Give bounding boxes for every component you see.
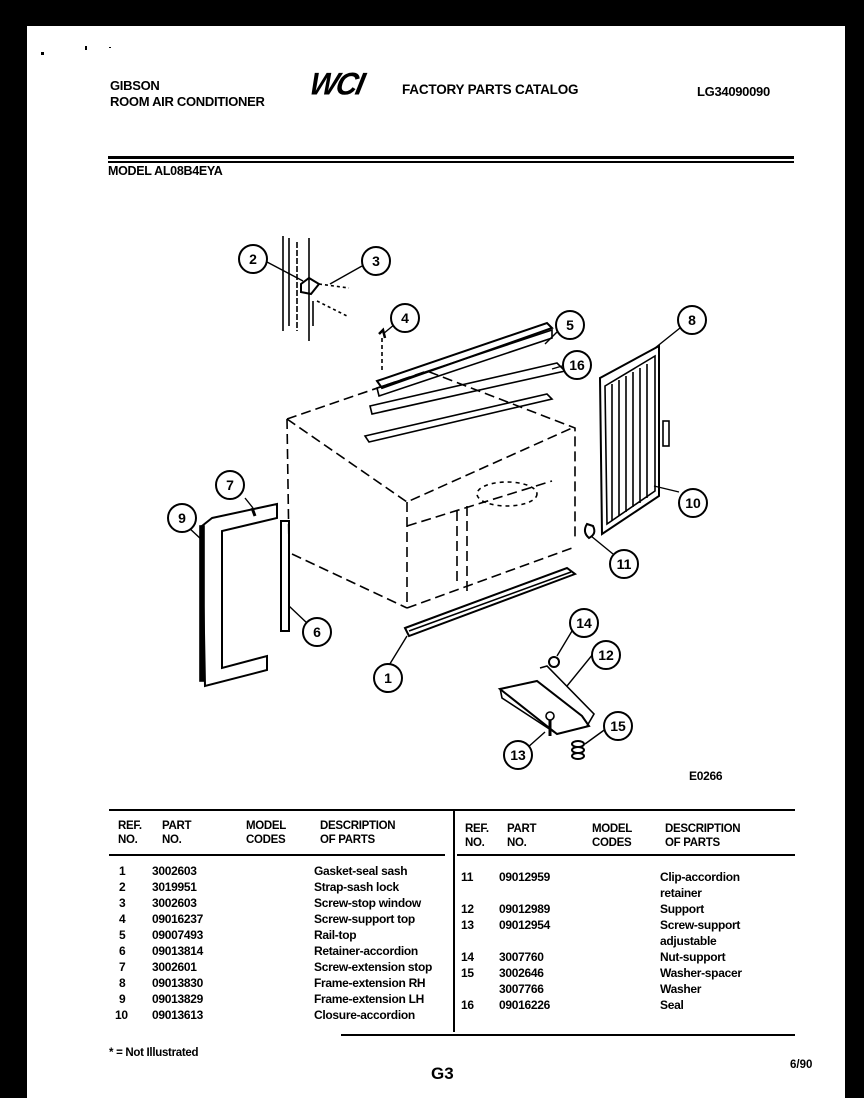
header-model-codes-left: MODEL CODES xyxy=(246,820,287,846)
table-row-desc: Screw-support top xyxy=(314,912,415,926)
wci-logo: WCI xyxy=(306,67,367,102)
table-top-rule xyxy=(109,809,795,811)
table-right-parts xyxy=(499,869,550,1013)
table-row-part: 09013830 xyxy=(152,976,203,990)
revision-date: 6/90 xyxy=(790,1059,813,1071)
table-row-ref: 16 xyxy=(461,998,474,1012)
table-row-part: 3007760 xyxy=(499,950,544,964)
table-row-desc: Rail-top xyxy=(314,928,357,942)
exploded-parts-diagram xyxy=(27,26,845,806)
support-bracket xyxy=(500,666,594,734)
callout-label: 15 xyxy=(610,718,626,734)
callout-label: 11 xyxy=(616,556,632,572)
table-row-part: 09016237 xyxy=(152,912,203,926)
catalog-title: FACTORY PARTS CATALOG xyxy=(402,82,579,97)
table-row-desc: Clip-accordion xyxy=(660,870,740,884)
callout-label: 5 xyxy=(566,317,574,333)
model-label: MODEL AL08B4EYA xyxy=(108,164,223,178)
table-row-desc: Support xyxy=(660,902,704,916)
brand-name: GIBSON xyxy=(110,78,160,93)
table-row-ref: 6 xyxy=(119,944,126,958)
table-row-ref: 9 xyxy=(119,992,126,1006)
table-column-divider xyxy=(453,810,455,1032)
header-part-no-right: PART NO. xyxy=(507,823,537,849)
table-row-ref: 11 xyxy=(461,870,474,884)
window-sash-illustration xyxy=(283,236,349,341)
table-row-ref: 13 xyxy=(461,918,474,932)
table-row-ref: 12 xyxy=(461,902,474,916)
callout-label: 12 xyxy=(598,647,614,663)
table-row-ref: 4 xyxy=(119,912,126,926)
table-row-part: 3002603 xyxy=(152,896,197,910)
product-name: ROOM AIR CONDITIONER xyxy=(110,94,265,109)
table-row-part: 3002603 xyxy=(152,864,197,878)
table-row-desc: Screw-extension stop xyxy=(314,960,433,974)
table-row-ref: 14 xyxy=(461,950,474,964)
callout-label: 14 xyxy=(576,615,592,631)
callout-label: 3 xyxy=(372,253,380,269)
header-description-left: DESCRIPTION OF PARTS xyxy=(320,820,396,846)
header-ref-no-right: REF. NO. xyxy=(465,823,489,849)
table-row-part: 3002601 xyxy=(152,960,197,974)
table-row-ref: 1 xyxy=(119,864,126,878)
callout-label: 6 xyxy=(313,624,321,640)
cabinet-illustration xyxy=(287,371,575,608)
table-row-desc: Nut-support xyxy=(660,950,726,964)
table-row-ref: 10 xyxy=(115,1008,128,1022)
table-row-part: 3007766 xyxy=(499,982,544,996)
table-left-parts xyxy=(152,863,203,1023)
header-model-codes-right: MODEL CODES xyxy=(592,823,633,849)
diagram-code: E0266 xyxy=(689,769,723,783)
catalog-number: LG34090090 xyxy=(697,84,770,99)
callout-label: 16 xyxy=(569,357,585,373)
table-bottom-rule xyxy=(341,1034,795,1036)
table-row-desc-cont: retainer xyxy=(660,886,702,900)
table-header-rule-right xyxy=(457,854,795,856)
callout-label: 9 xyxy=(178,510,186,526)
table-row-part: 3019951 xyxy=(152,880,197,894)
callout-label: 2 xyxy=(249,251,257,267)
table-row-part: 3002646 xyxy=(499,966,544,980)
table-row-part: 09012954 xyxy=(499,918,550,932)
table-row-desc: Gasket-seal sash xyxy=(314,864,408,878)
table-row-part: 09016226 xyxy=(499,998,550,1012)
table-header-rule-left xyxy=(109,854,445,856)
header-description-right: DESCRIPTION OF PARTS xyxy=(665,823,741,849)
callout-label: 13 xyxy=(510,747,526,763)
page-number: G3 xyxy=(431,1064,454,1083)
table-row-part: 09013829 xyxy=(152,992,203,1006)
table-row-ref: 15 xyxy=(461,966,474,980)
table-row-desc: Seal xyxy=(660,998,684,1012)
table-row-ref: 8 xyxy=(119,976,126,990)
table-row-desc: Retainer-accordion xyxy=(314,944,418,958)
header-ref-no-left: REF. NO. xyxy=(118,820,142,846)
accordion-panel-right xyxy=(600,346,669,534)
table-right-refs xyxy=(461,869,474,1013)
callout-label: 8 xyxy=(688,312,696,328)
extension-frame-left xyxy=(200,504,277,686)
header-part-no-left: PART NO. xyxy=(162,820,192,846)
table-row-desc: Strap-sash lock xyxy=(314,880,399,894)
table-left-refs xyxy=(115,863,128,1023)
callout-label: 7 xyxy=(226,477,234,493)
callout-label: 10 xyxy=(685,495,701,511)
table-row-part: 09012959 xyxy=(499,870,550,884)
top-rail-illustration xyxy=(365,323,565,442)
table-row-part: 09007493 xyxy=(152,928,203,942)
table-row-desc: Washer-spacer xyxy=(660,966,742,980)
table-row-part: 09013613 xyxy=(152,1008,203,1022)
table-row-desc: Screw-stop window xyxy=(314,896,421,910)
table-row-desc: Frame-extension RH xyxy=(314,976,426,990)
table-row-ref: 3 xyxy=(119,896,126,910)
table-right-descriptions xyxy=(660,869,742,1013)
table-row-part: 09013814 xyxy=(152,944,203,958)
callout-label: 4 xyxy=(401,310,409,326)
table-row-ref: 7 xyxy=(119,960,126,974)
not-illustrated-footnote: * = Not Illustrated xyxy=(109,1047,199,1059)
table-row-desc-cont: adjustable xyxy=(660,934,717,948)
table-row-ref: 2 xyxy=(119,880,126,894)
table-row-part: 09012989 xyxy=(499,902,550,916)
table-row-desc: Closure-accordion xyxy=(314,1008,415,1022)
table-row-desc: Washer xyxy=(660,982,702,996)
catalog-page xyxy=(27,26,845,1098)
table-left-descriptions xyxy=(314,863,432,1023)
callout-label: 1 xyxy=(384,670,392,686)
table-row-desc: Screw-support xyxy=(660,918,741,932)
table-row-desc: Frame-extension LH xyxy=(314,992,424,1006)
table-row-ref: 5 xyxy=(119,928,126,942)
